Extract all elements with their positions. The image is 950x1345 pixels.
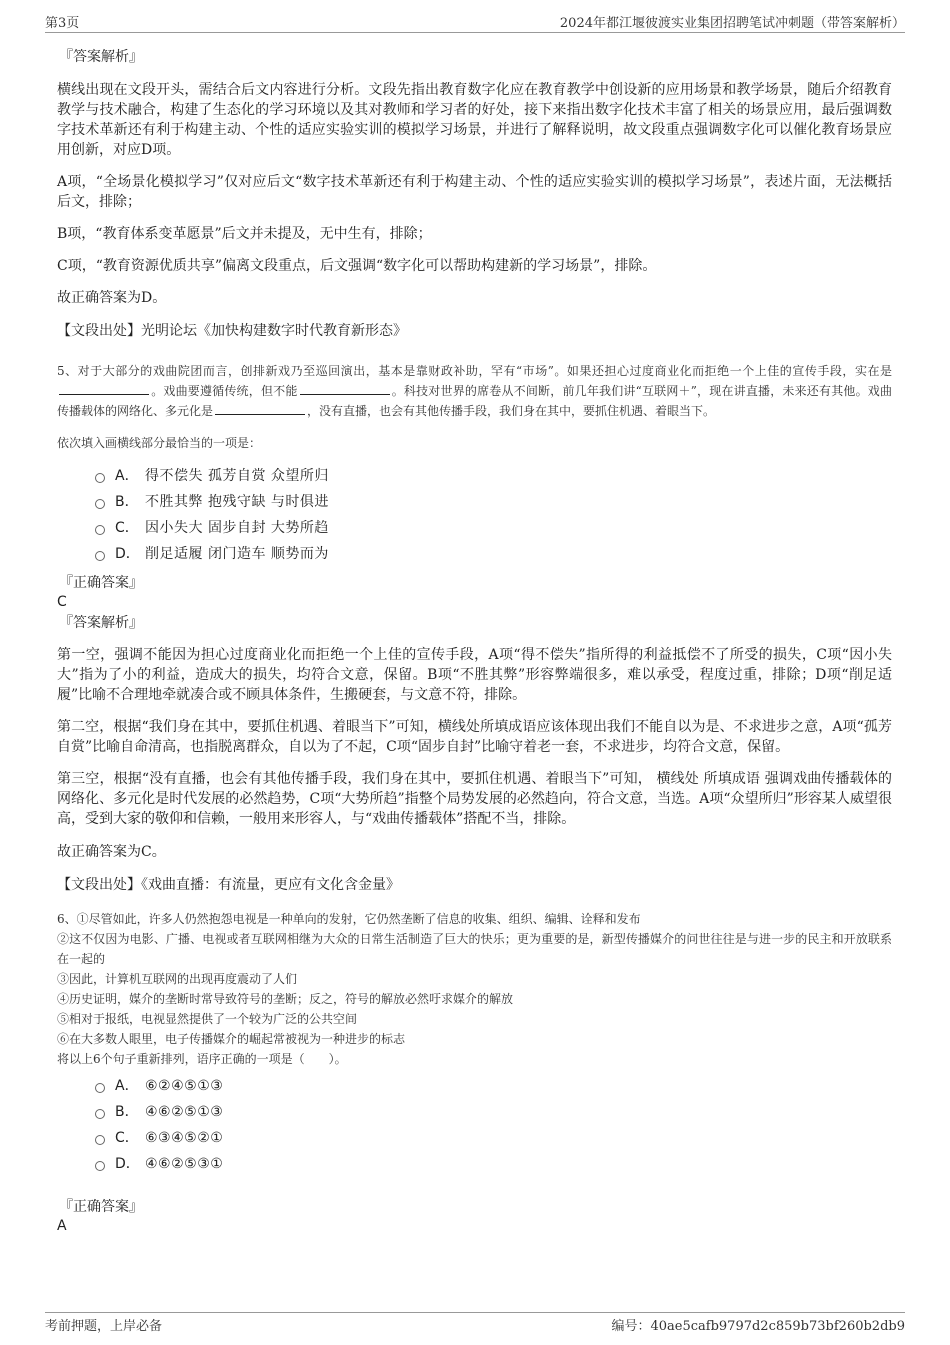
question-line: ④历史证明，媒介的垄断时常导致符号的垄断；反之，符号的解放必然吁求媒介的解放	[57, 992, 514, 1006]
page-footer	[45, 1312, 905, 1335]
question-line: ⑥在大多数人眼里，电子传播媒介的崛起常被视为一种进步的标志	[57, 1032, 406, 1046]
question-line: ⑤相对于报纸，电视显然提供了一个较为广泛的公共空间	[57, 1012, 358, 1026]
page-content	[57, 47, 892, 1235]
option-b[interactable]: B． ④⑥②⑤①③	[95, 1099, 892, 1125]
option-d[interactable]: D． 削足适履 闭门造车 顺势而为	[95, 541, 892, 567]
radio-button[interactable]	[95, 525, 105, 535]
option-d[interactable]: D． ④⑥②⑤③①	[95, 1151, 892, 1177]
answer-label: 『正确答案』	[59, 1199, 143, 1215]
page-number: 第3页	[45, 16, 80, 31]
page-header	[45, 12, 905, 33]
radio-button[interactable]	[95, 473, 105, 483]
option-a[interactable]: A． 得不偿失 孤芳自赏 众望所归	[95, 463, 892, 489]
footer-slogan: 考前押题，上岸必备	[45, 1318, 163, 1334]
question-prompt: 依次填入画横线部分最恰当的一项是：	[57, 436, 262, 450]
analysis-label: 『答案解析』	[59, 49, 143, 65]
analysis-paragraph: 第三空，根据“没有直播，也会有其他传播手段，我们身在其中，要抓住机遇、着眼当下”可知， 横线处 所填成语 强调戏曲传播载体的网络化、多元化是时代发展的必然趋势，C项“大势所趋”指整个局势发展的必然趋向，符合文意，当选。A项“众望所归”形容某人威望很高，受到大家的敬仰和信赖，一般用来形容人，与“戏曲传播载体”搭配不当，排除。	[57, 771, 892, 827]
source-citation: 【文段出处】《戏曲直播：有流量，更应有文化含金量》	[57, 877, 400, 893]
radio-button[interactable]	[95, 1135, 105, 1145]
question-line: ③因此，计算机互联网的出现再度震动了人们	[57, 972, 298, 986]
question-line: 6、①尽管如此，许多人仍然抱怨电视是一种单向的发射，它仍然垄断了信息的收集、组织、编辑、诠释和发布	[57, 912, 641, 926]
analysis-paragraph: A项，“全场景化模拟学习”仅对应后文“数字技术革新还有利于构建主动、个性的适应实验实训的模拟学习场景”，表述片面，无法概括后文，排除；	[57, 174, 892, 210]
option-c[interactable]: C． 因小失大 固步自封 大势所趋	[95, 515, 892, 541]
fill-blank	[59, 382, 149, 395]
correct-answer: C	[57, 594, 67, 610]
fill-blank	[300, 382, 390, 395]
radio-button[interactable]	[95, 1161, 105, 1171]
radio-button[interactable]	[95, 499, 105, 509]
analysis-paragraph: 第二空，根据“我们身在其中，要抓住机遇、着眼当下”可知，横线处所填成语应该体现出我们不能自以为是、不求进步之意，A项“孤芳自赏”比喻自命清高，也指脱离群众，自以为了不起，C项“固步自封”比喻守着老一套，不求进步，均符合文意，保留。	[57, 719, 892, 755]
question-line: ②这不仅因为电影、广播、电视或者互联网相继为大众的日常生活制造了巨大的快乐；更为重要的是，新型传播媒介的问世往往是与进一步的民主和开放联系在一起的	[57, 932, 892, 966]
question-prompt: 将以上6个句子重新排列，语序正确的一项是（ ）。	[57, 1052, 347, 1066]
option-c[interactable]: C． ⑥③④⑤②①	[95, 1125, 892, 1151]
conclusion-text: 故正确答案为D。	[57, 290, 167, 306]
answer-label: 『正确答案』	[59, 575, 143, 591]
analysis-paragraph: C项，“教育资源优质共享”偏离文段重点，后文强调“数字化可以帮助构建新的学习场景”，排除。	[57, 258, 657, 274]
analysis-label: 『答案解析』	[59, 615, 143, 631]
option-a[interactable]: A． ⑥②④⑤①③	[95, 1073, 892, 1099]
analysis-paragraph: 横线出现在文段开头，需结合后文内容进行分析。文段先指出教育数字化应在教育教学中创设新的应用场景和教学场景，随后介绍教育教学与技术融合，构建了生态化的学习环境以及其对教师和学习者的好处，接下来指出数字化技术丰富了相关的场景应用，最后强调数字技术革新还有利于构建主动、个性的适应实验实训的模拟学习场景，并进行了解释说明，故文段重点强调数字化可以催化教育场景应用创新，对应D项。	[57, 82, 892, 158]
radio-button[interactable]	[95, 1109, 105, 1119]
option-list	[95, 463, 892, 567]
question-6	[57, 909, 892, 1069]
fill-blank	[215, 402, 305, 415]
option-list	[95, 1073, 892, 1177]
option-b[interactable]: B． 不胜其弊 抱残守缺 与时俱进	[95, 489, 892, 515]
document-title: 2024年都江堰彼渡实业集团招聘笔试冲刺题（带答案解析）	[559, 16, 905, 31]
conclusion-text: 故正确答案为C。	[57, 844, 166, 860]
radio-button[interactable]	[95, 551, 105, 561]
correct-answer: A	[57, 1218, 67, 1234]
analysis-paragraph: B项，“教育体系变革愿景”后文并未提及，无中生有，排除；	[57, 226, 432, 242]
source-citation: 【文段出处】光明论坛《加快构建数字时代教育新形态》	[57, 323, 407, 339]
document-id: 编号：40ae5cafb9797d2c859b73bf260b2db9	[611, 1318, 905, 1334]
question-stem: 5、对于大部分的戏曲院团而言，创排新戏乃至巡回演出，基本是靠财政补助，罕有“市场”。如果还担心过度商业化而拒绝一个上佳的宣传手段，实在是。戏曲要遵循传统，但不能 。科技对世界的席卷从不间断，前几年我们讲“互联网＋”，现在讲直播，未来还有其他。戏曲传播载体的网络化、多元化是 ，没有直播，也会有其他传播手段，我们身在其中，要抓住机遇、着眼当下。	[57, 364, 892, 418]
radio-button[interactable]	[95, 1083, 105, 1093]
analysis-paragraph: 第一空，强调不能因为担心过度商业化而拒绝一个上佳的宣传手段，A项“得不偿失”指所得的利益抵偿不了所受的损失，C项“因小失大”指为了小的利益，造成大的损失，均符合文意，保留。B项“不胜其弊”形容弊端很多，难以承受，程度过重，排除；D项“削足适履”比喻不合理地牵就凑合或不顾具体条件，生搬硬套，与文意不符，排除。	[57, 647, 892, 703]
